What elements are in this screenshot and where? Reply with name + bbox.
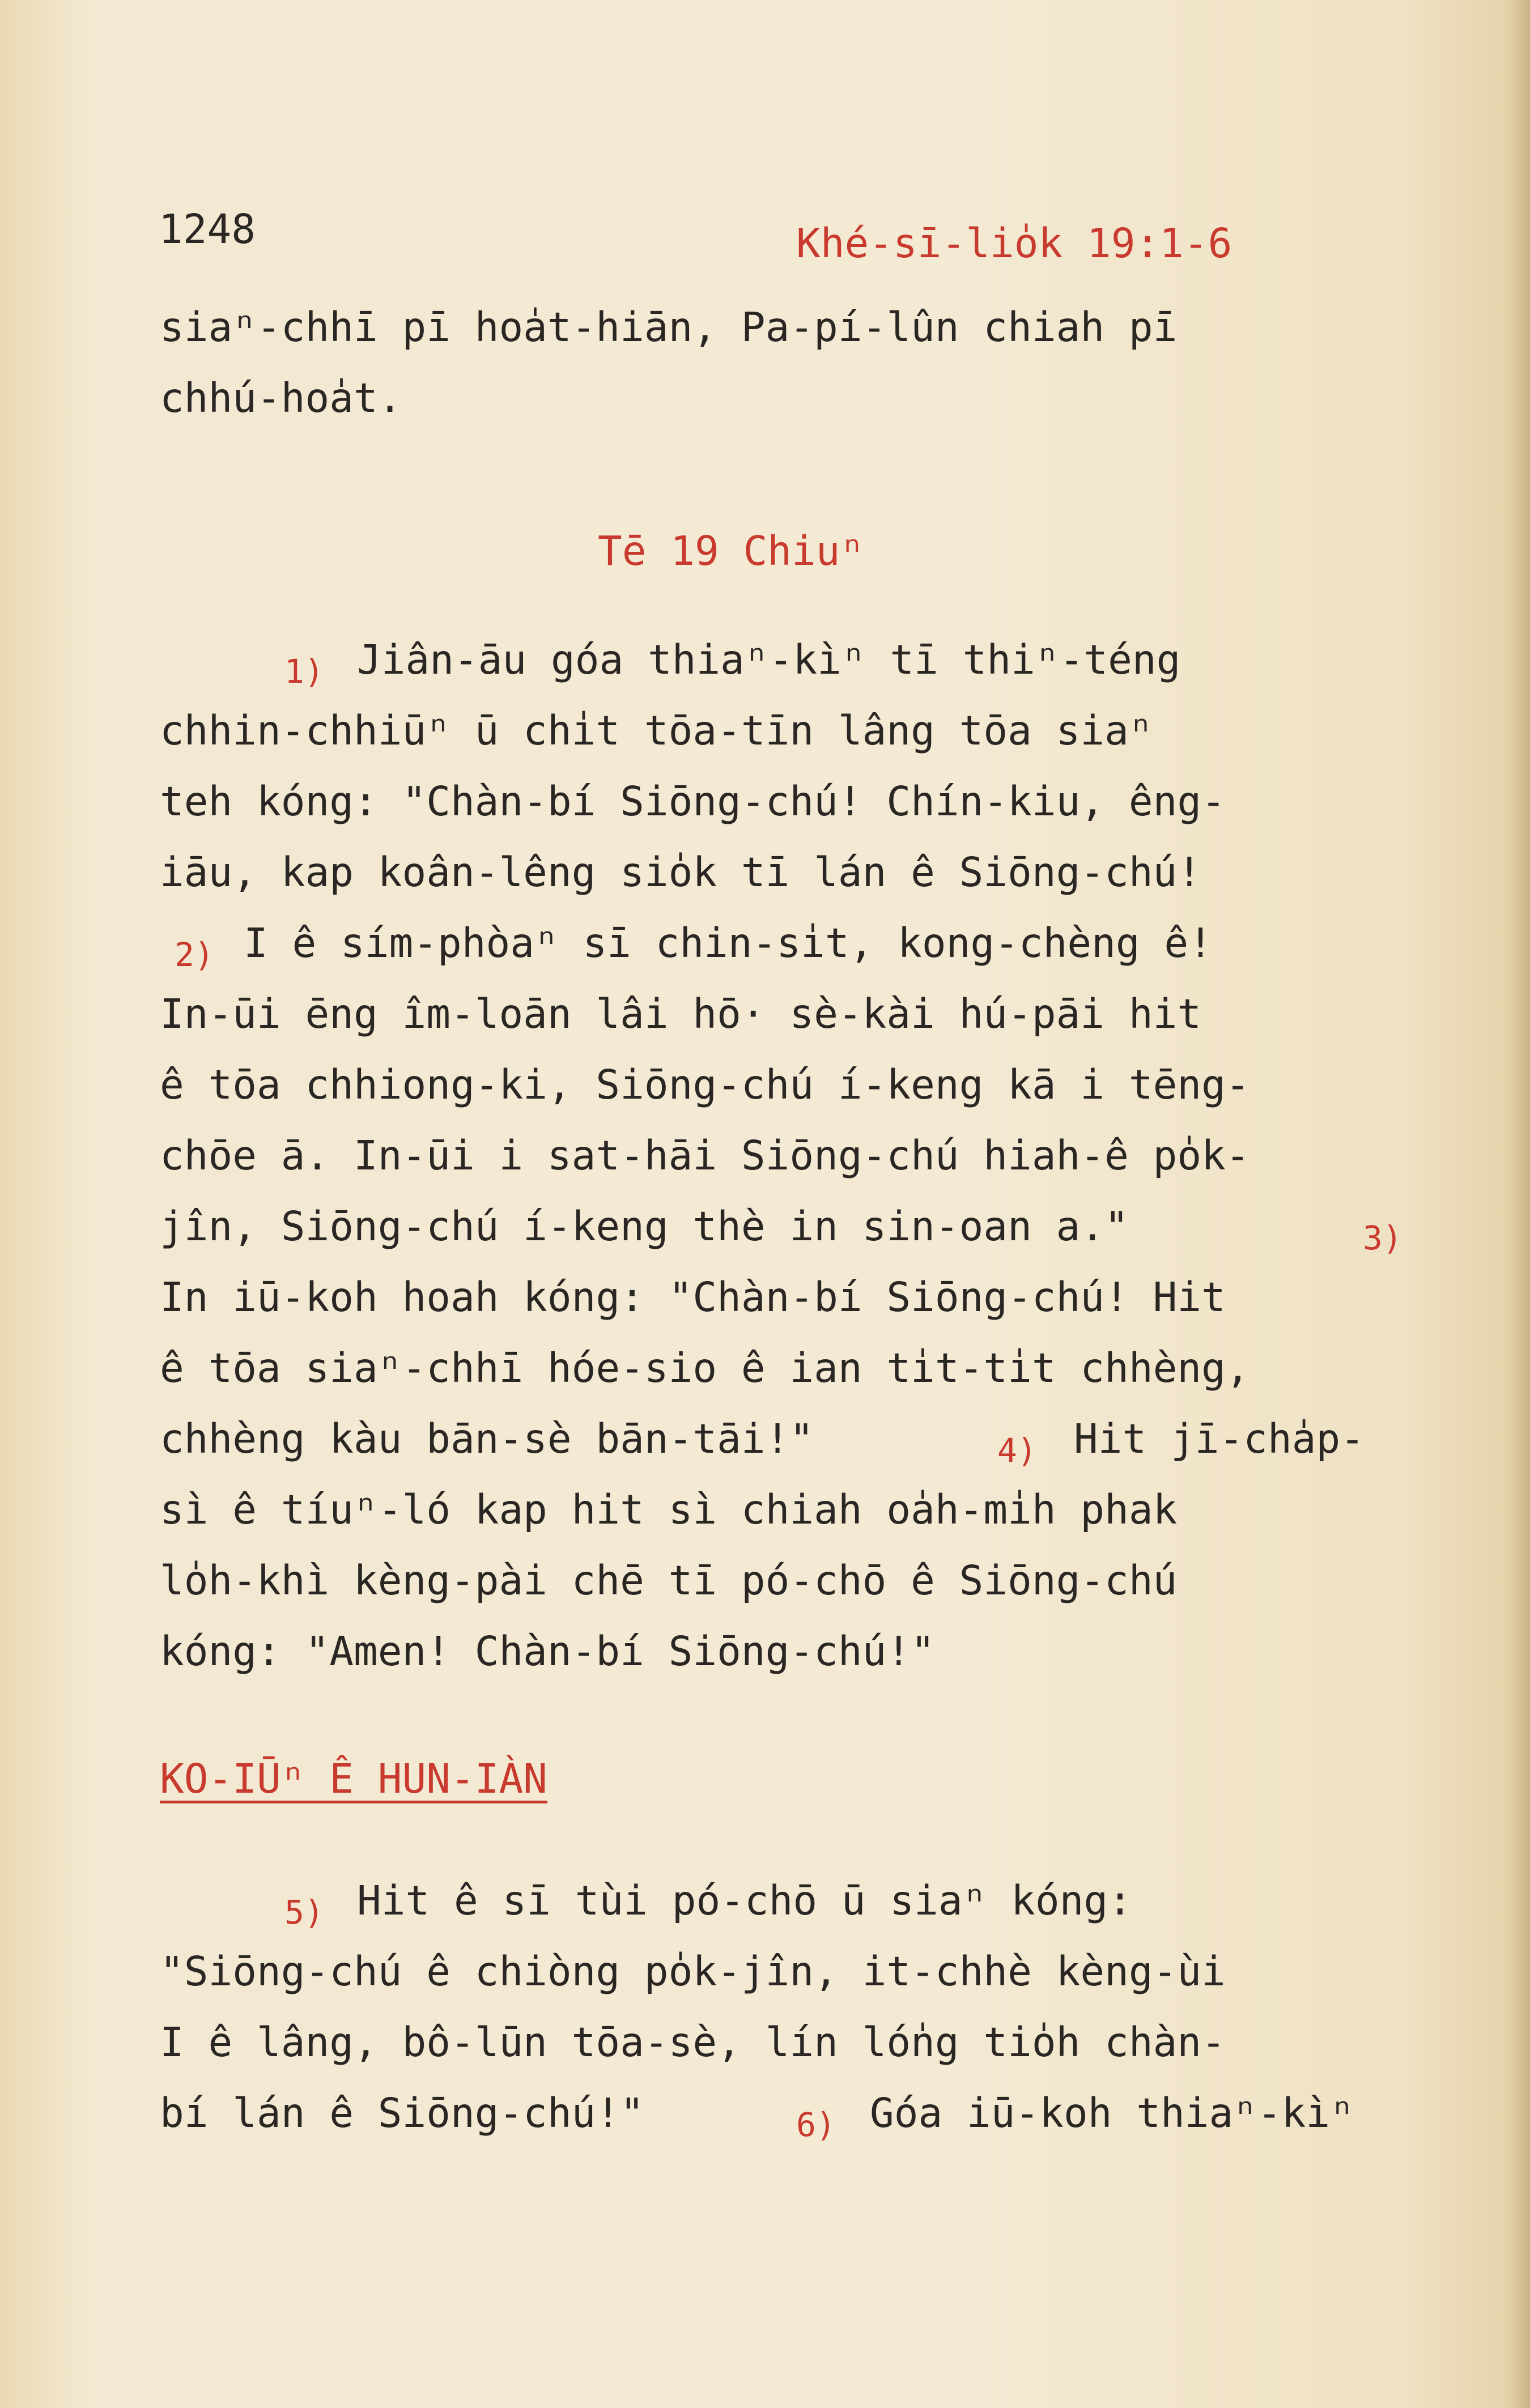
verse-number: 1) bbox=[284, 652, 324, 691]
text-line: In iū-koh hoah kóng: "Chàn-bí Siōng-chú! Hit bbox=[160, 1274, 1226, 1321]
text-line: chōe ā. In-ūi i sat-hāi Siōng-chú hiah-ê po̍k- bbox=[160, 1132, 1250, 1179]
text-line: I ê lâng, bô-lūn tōa-sè, lín ló̍ng tio̍h chàn- bbox=[160, 2019, 1226, 2066]
page-number: 1248 bbox=[159, 206, 256, 253]
text-line: ê tōa chhiong-ki, Siōng-chú í-keng kā i tēng- bbox=[160, 1061, 1250, 1108]
text-line: In-ūi ēng îm-loān lâi hō· sè-kài hú-pāi hit bbox=[160, 990, 1202, 1037]
text-line: kóng: "Amen! Chàn-bí Siōng-chú!" bbox=[160, 1628, 935, 1675]
verse-number: 3) bbox=[1363, 1219, 1402, 1257]
verse-number: 2) bbox=[175, 935, 214, 974]
text-line: chhin-chhiūⁿ ū chi̍t tōa-tīn lâng tōa siaⁿ bbox=[160, 707, 1153, 754]
text-line: siaⁿ-chhī pī hoa̍t-hiān, Pa-pí-lûn chiah pī bbox=[160, 304, 1178, 351]
running-head-reference: Khé-sī-lio̍k 19:1-6 bbox=[796, 220, 1232, 267]
verse-number: 6) bbox=[796, 2105, 836, 2144]
text-line: iāu, kap koân-lêng sio̍k tī lán ê Siōng-chú! bbox=[160, 849, 1202, 896]
text-line: ê tōa siaⁿ-chhī hóe-sio ê ian ti̍t-ti̍t chhèng, bbox=[160, 1345, 1250, 1392]
text-line: sì ê tíuⁿ-ló kap hit sì chiah oa̍h-mi̍h phak bbox=[160, 1486, 1178, 1533]
page-edge-shadow bbox=[1507, 0, 1530, 2408]
text-line: jîn, Siōng-chú í-keng thè in sin-oan a." bbox=[160, 1203, 1129, 1250]
text-line: Jiân-āu góa thiaⁿ-kìⁿ tī thiⁿ-téng bbox=[357, 636, 1181, 683]
text-line: teh kóng: "Chàn-bí Siōng-chú! Chín-kiu, êng- bbox=[160, 778, 1226, 825]
chapter-heading: Tē 19 Chiuⁿ bbox=[598, 527, 865, 575]
text-line: Hit jī-cha̍p- bbox=[1074, 1415, 1365, 1462]
section-title: KO-IŪⁿ Ê HUN-IÀN bbox=[160, 1755, 547, 1802]
text-line: chhú-hoa̍t. bbox=[160, 375, 402, 422]
text-line: chhèng kàu bān-sè bān-tāi!" bbox=[160, 1415, 814, 1462]
text-line: Hit ê sī tùi pó-chō ū siaⁿ kóng: bbox=[357, 1877, 1132, 1924]
text-line: bí lán ê Siōng-chú!" bbox=[160, 2090, 644, 2137]
verse-number: 4) bbox=[997, 1431, 1037, 1470]
text-line: "Siōng-chú ê chiòng po̍k-jîn, it-chhè kèng-ùi bbox=[160, 1948, 1226, 1995]
text-line: I ê sím-phòaⁿ sī chin-si̍t, kong-chèng ê! bbox=[244, 920, 1213, 967]
text-line: Góa iū-koh thiaⁿ-kìⁿ bbox=[870, 2090, 1354, 2137]
verse-number: 5) bbox=[284, 1893, 324, 1931]
text-line: lo̍h-khì kèng-pài chē tī pó-chō ê Siōng-chú bbox=[160, 1557, 1178, 1604]
